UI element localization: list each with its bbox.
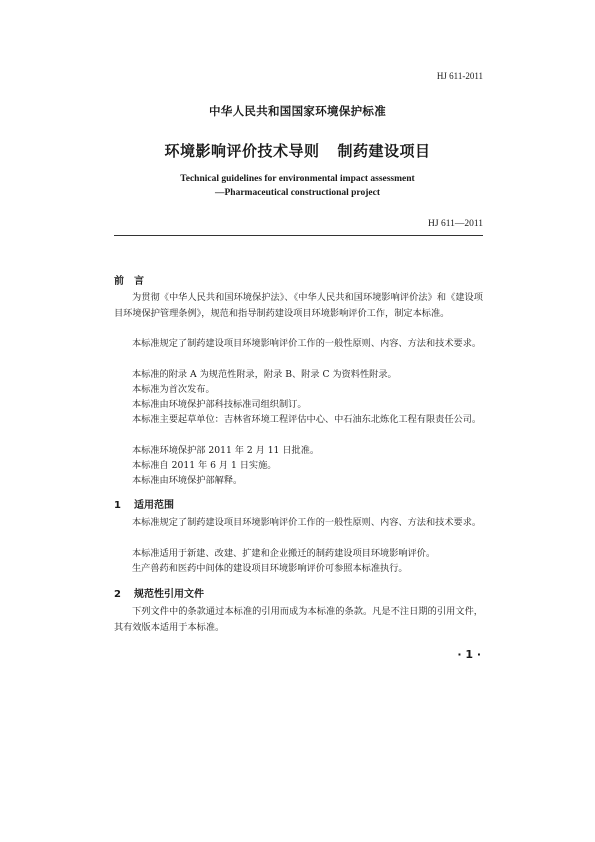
section-1-title: 适用范围 [134, 500, 174, 511]
section-2-heading [114, 585, 204, 600]
foreword-heading: 前 言 [114, 276, 144, 287]
foreword-paragraph: 本标准自 2011 年 6 月 1 日实施。 [132, 460, 277, 471]
issuing-authority: 中华人民共和国国家环境保护标准 [209, 104, 386, 118]
header-standard-code: HJ 611-2011 [436, 71, 483, 81]
english-title-line2: —Pharmaceutical constructional project [215, 188, 380, 198]
section-1-paragraph: 生产兽药和医药中间体的建设项目环境影响评价可参照本标准执行。 [132, 563, 408, 574]
title-sub: 制药建设项目 [337, 142, 431, 160]
section-1-number: 1 [114, 500, 121, 511]
section-2-paragraph: 下列文件中的条款通过本标准的引用而成为本标准的条款。凡是不注日期的引用文件，其有效版本适用于本标准。 [114, 606, 483, 633]
section-1-paragraph: 本标准适用于新建、改建、扩建和企业搬迁的制药建设项目环境影响评价。 [132, 548, 436, 559]
section-2-number: 2 [114, 589, 121, 600]
section-2-title: 规范性引用文件 [134, 589, 204, 600]
english-title-line1: Technical guidelines for environmental impact assessment [180, 174, 415, 184]
foreword-paragraph: 本标准由环境保护部科技标准司组织制订。 [132, 399, 307, 410]
foreword-paragraph: 本标准规定了制药建设项目环境影响评价工作的一般性原则、内容、方法和技术要求。 [132, 338, 482, 349]
document-title [0, 140, 595, 161]
foreword-paragraph: 为贯彻《中华人民共和国环境保护法》、《中华人民共和国环境影响评价法》和《建设项目环境保护管理条例》，规范和指导制药建设项目环境影响评价工作，制定本标准。 [114, 292, 483, 319]
header-divider [114, 235, 483, 236]
title-main: 环境影响评价技术导则 [164, 142, 320, 160]
foreword-paragraph: 本标准为首次发布。 [132, 384, 215, 395]
foreword-paragraph: 本标准环境保护部 2011 年 2 月 11 日批准。 [132, 445, 320, 456]
foreword-paragraph: 本标准主要起草单位：吉林省环境工程评估中心、中石油东北炼化工程有限责任公司。 [132, 414, 482, 425]
section-1-heading [114, 496, 174, 511]
page-number: · 1 · [457, 648, 481, 661]
foreword-paragraph: 本标准由环境保护部解释。 [132, 475, 243, 486]
standard-number: HJ 611—2011 [428, 219, 483, 229]
section-1-paragraph: 本标准规定了制药建设项目环境影响评价工作的一般性原则、内容、方法和技术要求。 [132, 517, 482, 528]
foreword-paragraph: 本标准的附录 A 为规范性附录，附录 B、附录 C 为资料性附录。 [132, 369, 397, 380]
